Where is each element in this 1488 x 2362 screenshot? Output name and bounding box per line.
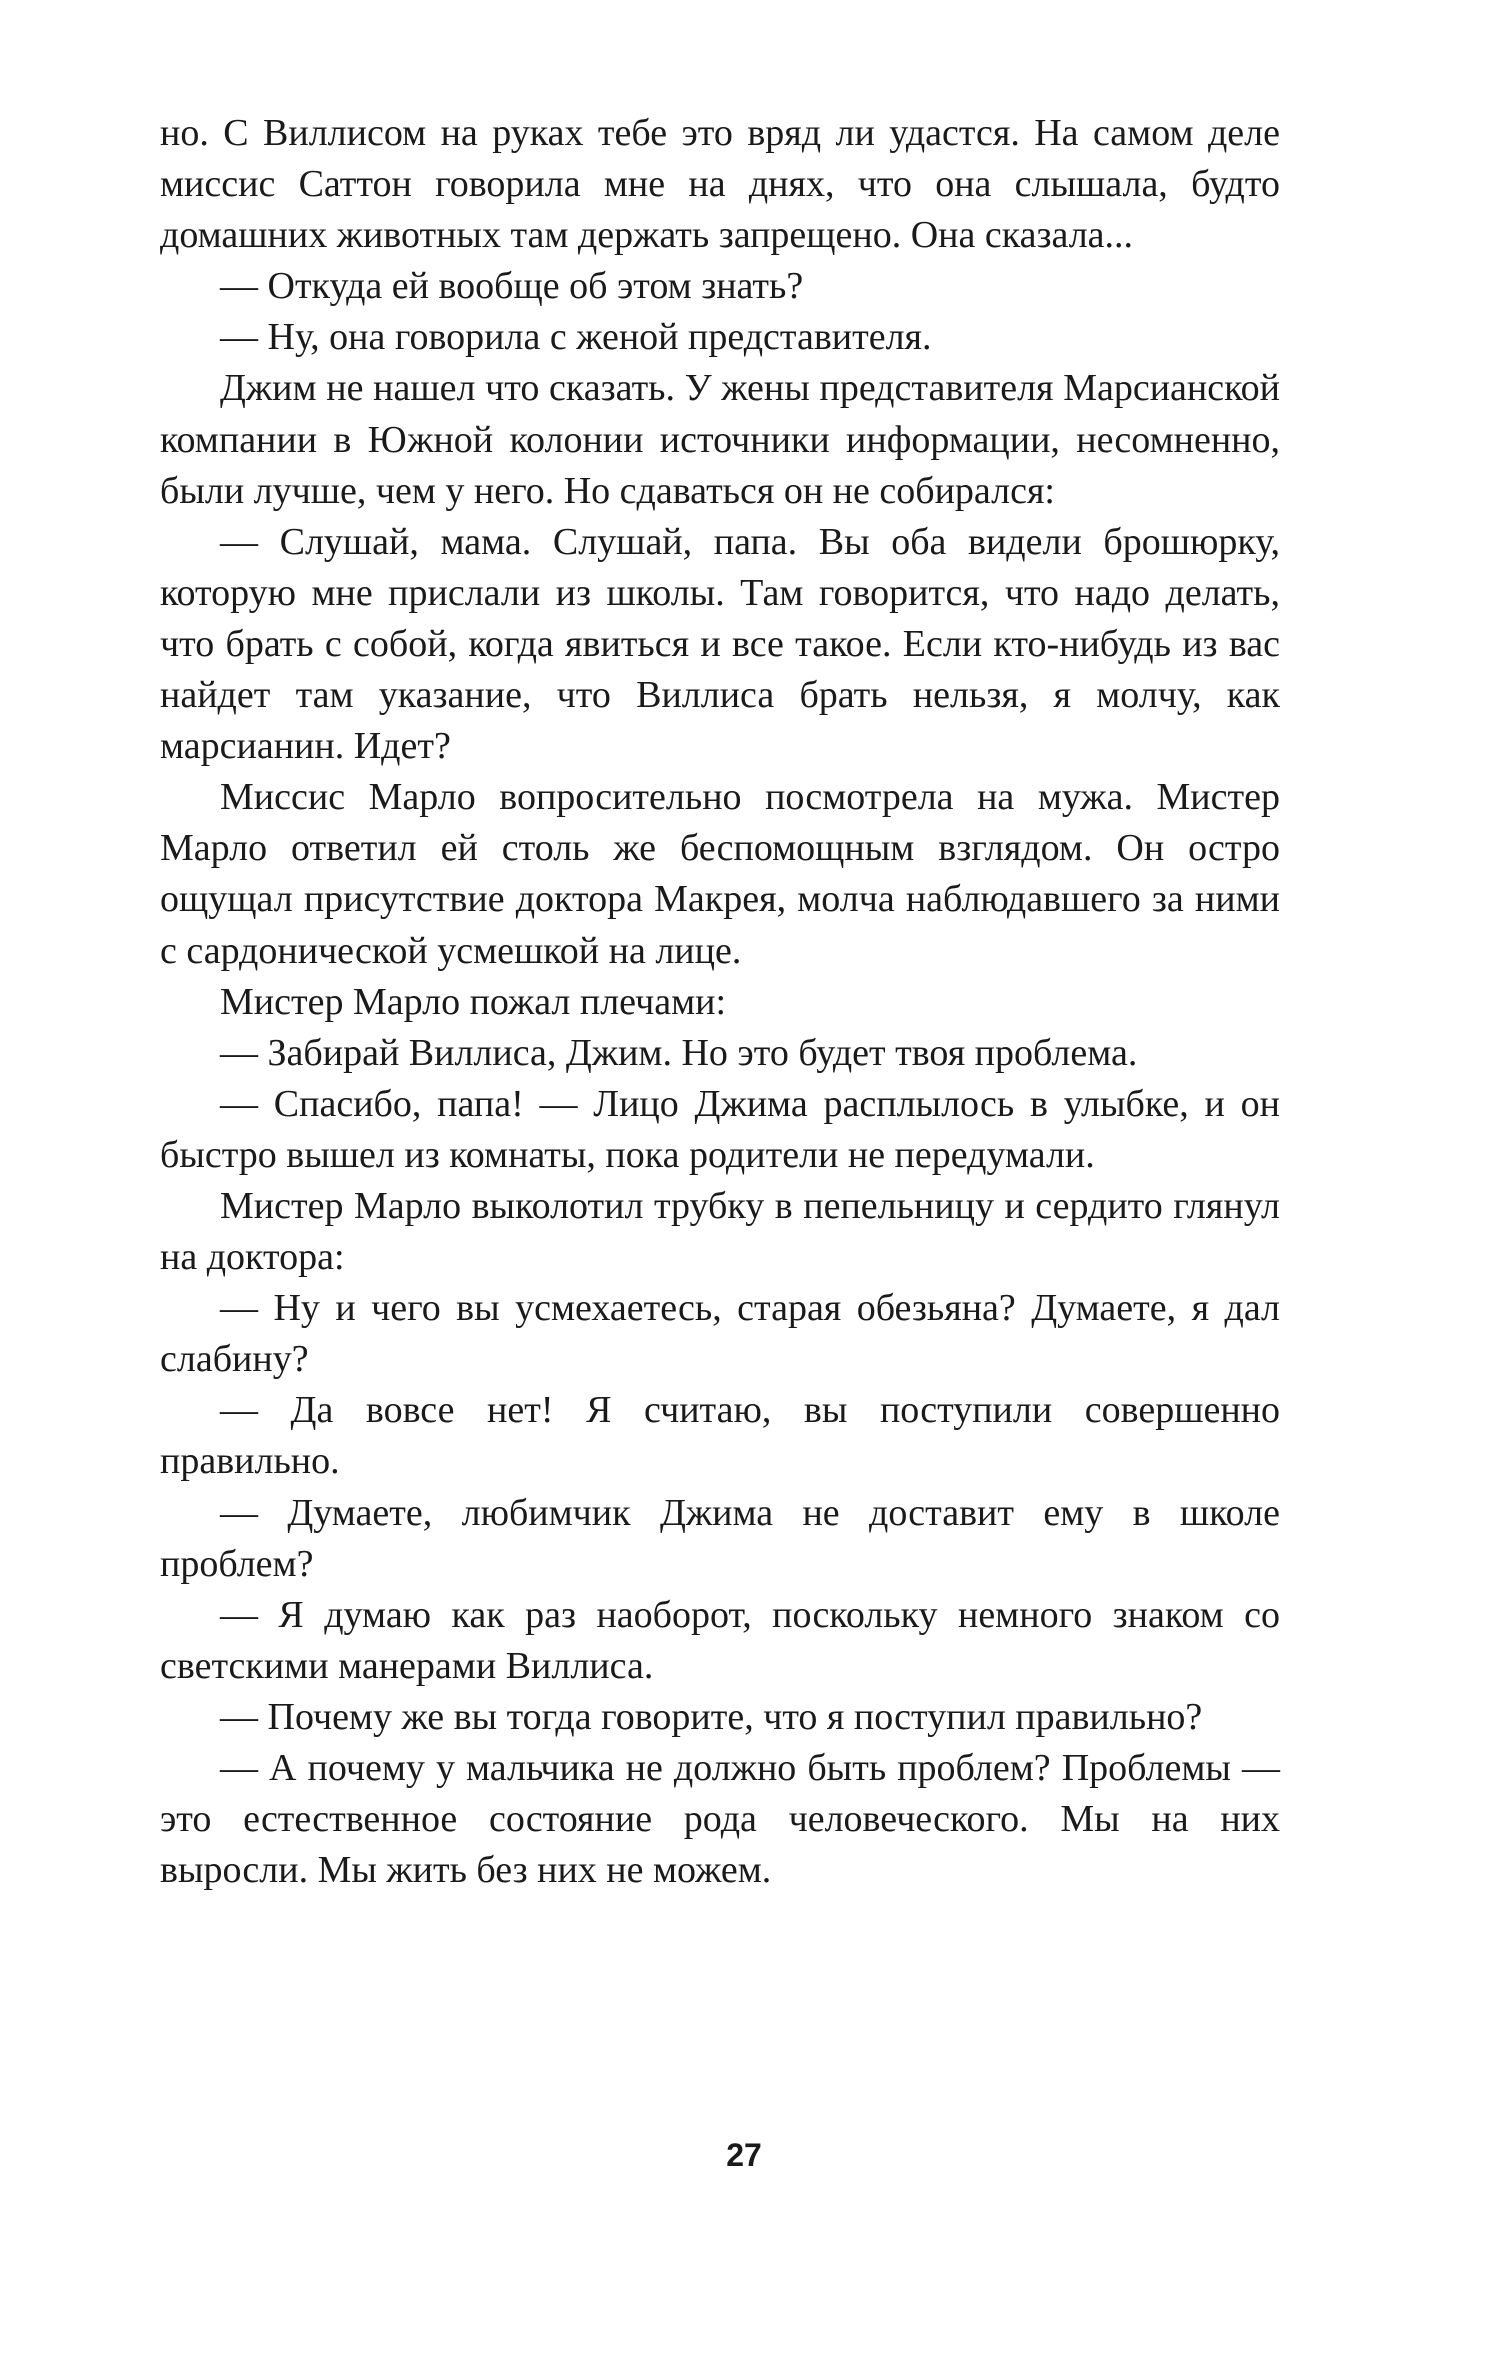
paragraph: — Откуда ей вообще об этом знать?: [220, 265, 804, 308]
paragraph: — Спасибо, папа! — Лицо Джима расплылось в улыбке, и он быстро вышел из комнаты, пока родители не передумали.: [160, 1082, 1280, 1176]
paragraph: — Я думаю как раз наоборот, поскольку немного знаком со светскими манерами Виллиса.: [160, 1593, 1280, 1687]
paragraph: Джим не нашел что сказать. У жены представителя Марсианской компании в Южной колонии источники информации, несомненно, были лучше, чем у него. Но сдаваться он не собирался:: [160, 367, 1280, 512]
body-text: [160, 108, 1280, 1896]
paragraph: Миссис Марло вопросительно посмотрела на мужа. Мистер Марло ответил ей столь же беспомощным взглядом. Он остро ощущал присутствие доктора Макрея, молча наблюдавшего за ними с сардонической усмешкой на лице.: [160, 776, 1280, 972]
paragraph: — Ну и чего вы усмехаетесь, старая обезьяна? Думаете, я дал слабину?: [160, 1287, 1280, 1381]
paragraph: Мистер Марло выколотил трубку в пепельницу и сердито глянул на доктора:: [160, 1184, 1280, 1279]
paragraph: — Да вовсе нет! Я считаю, вы поступили совершенно правильно.: [160, 1389, 1280, 1483]
paragraph: — А почему у мальчика не должно быть проблем? Проблемы — это естественное состояние рода человеческого. Мы на них выросли. Мы жить без них не можем.: [160, 1747, 1280, 1892]
paragraph: — Думаете, любимчик Джима не доставит ему в школе проблем?: [160, 1491, 1280, 1585]
paragraph: — Забирай Виллиса, Джим. Но это будет твоя проблема.: [220, 1031, 1138, 1074]
paragraph: — Ну, она говорила с женой представителя.: [220, 316, 932, 359]
paragraph: Мистер Марло пожал плечами:: [220, 980, 727, 1023]
paragraph: — Почему же вы тогда говорите, что я поступил правильно?: [220, 1695, 1203, 1738]
page-number: 27: [726, 2137, 762, 2173]
paragraph: — Слушай, мама. Слушай, папа. Вы оба видели брошюрку, которую мне прислали из школы. Там говорится, что надо делать, что брать с собой, когда явиться и все такое. Если кто-нибудь из вас найдет там указание, что Виллиса брать нельзя, я молчу, как марсианин. Идет?: [160, 520, 1280, 768]
paragraph: но. С Виллисом на руках тебе это вряд ли удастся. На самом деле миссис Саттон говорила мне на днях, что она слышала, будто домашних животных там держать запрещено. Она сказала...: [160, 112, 1280, 257]
